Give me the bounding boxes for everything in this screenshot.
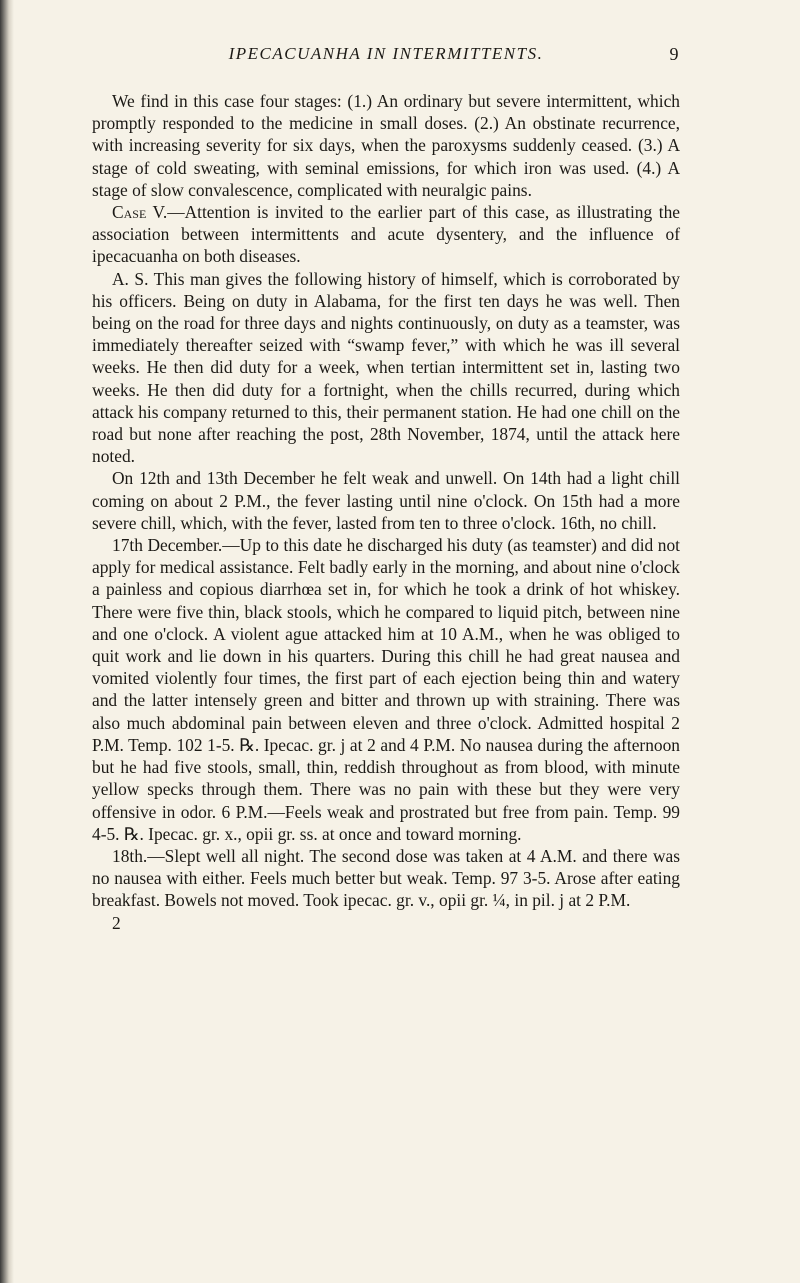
body-text (92, 90, 680, 934)
running-title: IPECACUANHA IN INTERMITTENTS. (228, 44, 544, 63)
paragraph-dec-12: On 12th and 13th December he felt weak and unwell. On 14th had a light chill coming on about 2 P.M., the fever lasting until nine o'clock. On 15th had a more severe chill, which, with the fever, lasted from ten to three o'clock. 16th, no chill. (92, 468, 680, 533)
paragraph-stages: We find in this case four stages: (1.) An ordinary but severe intermittent, which promptly responded to the medicine in small doses. (2.) An obstinate recurrence, with increasing severity for six days, when the paroxysms suddenly ceased. (3.) A stage of cold sweating, with seminal emissions, for which iron was used. (4.) A stage of slow convalescence, complicated with neuralgic pains. (92, 91, 680, 200)
paragraph-case-v (92, 201, 680, 268)
paragraph-history: A. S. This man gives the following history of himself, which is corroborated by his officers. Being on duty in Alabama, for the first ten days he was well. Then being on the road for three days and nights continuously, on duty as a teamster, was immediately thereafter seized with “swamp fever,” with which he was ill several weeks. He then did duty for a week, when tertian intermittent set in, lasting two weeks. He then did duty for a fortnight, when the chills recurred, during which attack his company returned to this, their permanent station. He had one chill on the road but none after reaching the post, 28th November, 1874, until the attack here noted. (92, 268, 680, 467)
page-number: 9 (669, 44, 680, 64)
binding-edge (0, 0, 14, 1283)
paragraph-dec-18: 18th.—Slept well all night. The second dose was taken at 4 A.M. and there was no nausea with either. Feels much better but weak. Temp. 97 3-5. Arose after eating breakfast. Bowels not moved. Took ipecac. gr. v., opii gr. ¼, in pil. j at 2 P.M. (92, 845, 680, 911)
case-v-text: —Attention is invited to the earlier part of this case, as illustrating the association between intermittents and acute dysentery, and the influence of ipecacuanha on both diseases. (92, 202, 681, 267)
running-header (92, 36, 680, 72)
case-label: Case V. (112, 202, 168, 223)
paragraph-dec-17: 17th December.—Up to this date he discharged his duty (as teamster) and did not apply for medical assistance. Felt badly early in the morning, and about nine o'clock a painless and copious diarrhœa set in, for which he took a drink of hot whiskey. There were five thin, black stools, which he compared to liquid pitch, between nine and one o'clock. A violent ague attacked him at 10 A.M., when he was obliged to quit work and lie down in his quarters. During this chill he had great nausea and vomited violently four times, the first part of each ejection being thin and watery and the latter intensely green and bitter and thrown up with straining. There was also much abdominal pain between eleven and three o'clock. Admitted hospital 2 P.M. Temp. 102 1-5. ℞. Ipecac. gr. j at 2 and 4 P.M. No nausea during the afternoon but he had five stools, small, thin, reddish throughout as from blood, with minute yellow specks through them. There was no pain with these but they were very offensive in odor. 6 P.M.—Feels weak and prostrated but free from pain. Temp. 99 4-5. ℞. Ipecac. gr. x., opii gr. ss. at once and toward morning. (92, 535, 680, 844)
book-page (92, 36, 680, 934)
signature-mark: 2 (112, 912, 121, 933)
